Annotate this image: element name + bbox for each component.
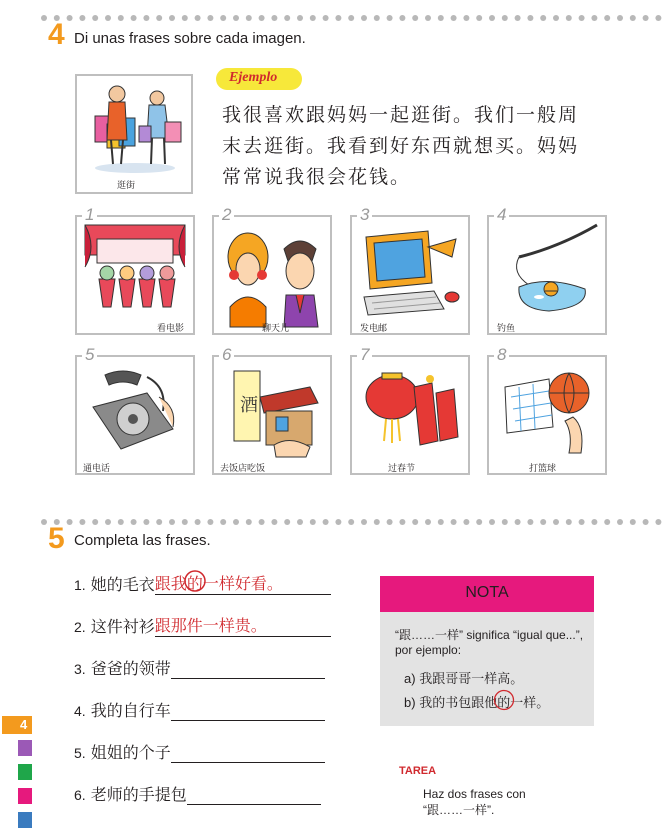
frame-3-caption: 发电邮: [360, 324, 388, 334]
answer-1-part-a: 跟我: [154, 574, 187, 593]
rule-dot: [348, 15, 354, 21]
dotted-rule-top: [40, 14, 665, 22]
rule-dot: [591, 519, 597, 525]
rule-dot: [425, 519, 431, 525]
rule-dot: [425, 15, 431, 21]
frame-5: [75, 355, 195, 475]
rule-dot: [655, 519, 661, 525]
rule-dot: [553, 519, 559, 525]
rule-dot: [476, 519, 482, 525]
answer-line-1[interactable]: [155, 576, 331, 595]
frame-5-caption: 通电话: [83, 464, 111, 474]
rule-dot: [169, 15, 175, 21]
rule-dot: [131, 519, 137, 525]
nota-header: [380, 576, 594, 612]
telephone-illustration: [77, 357, 193, 473]
frame-8-number: 8: [494, 347, 509, 363]
sentence-1: 1. 她的毛衣 跟我的 一样好看。: [74, 572, 331, 595]
rule-dot: [335, 519, 341, 525]
frame-2-caption: 聊天儿: [262, 324, 290, 334]
rule-dot: [489, 519, 495, 525]
rule-dot: [105, 15, 111, 21]
chatting-illustration: [214, 217, 330, 333]
rule-dot: [451, 519, 457, 525]
frame-1-caption: 看电影: [157, 324, 185, 334]
page-number: 4: [20, 717, 28, 732]
frame-8: [487, 355, 607, 475]
color-tab-magenta: [18, 788, 32, 804]
tarea-body: Haz dos frases con “跟……一样”.: [423, 787, 526, 817]
rule-dot: [297, 519, 303, 525]
rule-dot: [566, 15, 572, 21]
example-image: [75, 74, 193, 194]
rule-dot: [41, 519, 47, 525]
rule-dot: [374, 15, 380, 21]
rule-dot: [399, 15, 405, 21]
rule-dot: [527, 15, 533, 21]
rule-dot: [233, 519, 239, 525]
rule-dot: [463, 519, 469, 525]
fishing-illustration: [489, 217, 605, 333]
rule-dot: [105, 519, 111, 525]
answer-line-6[interactable]: [187, 786, 321, 805]
rule-dot: [348, 519, 354, 525]
answer-line-2[interactable]: [155, 618, 331, 637]
sentence-3: 3. 爸爸的领带: [74, 656, 325, 679]
rule-dot: [579, 519, 585, 525]
rule-dot: [553, 15, 559, 21]
tarea-label: TAREA: [399, 765, 437, 777]
rule-dot: [92, 15, 98, 21]
rule-dot: [387, 519, 393, 525]
rule-dot: [489, 15, 495, 21]
rule-dot: [643, 519, 649, 525]
rule-dot: [387, 15, 393, 21]
frame-8-caption: 打篮球: [529, 464, 557, 474]
rule-dot: [67, 519, 73, 525]
rule-dot: [361, 519, 367, 525]
nota-box: [380, 576, 594, 726]
sentence-5: 5. 姐姐的个子: [74, 740, 325, 763]
rule-dot: [79, 519, 85, 525]
frame-4-number: 4: [494, 207, 509, 223]
answer-line-5[interactable]: [171, 744, 325, 763]
rule-dot: [207, 519, 213, 525]
frame-7-number: 7: [357, 347, 372, 363]
frame-1: [75, 215, 195, 335]
rule-dot: [604, 519, 610, 525]
sentence-6: 6. 老师的手提包: [74, 782, 321, 805]
rule-dot: [412, 519, 418, 525]
rule-dot: [502, 519, 508, 525]
rule-dot: [67, 15, 73, 21]
basketball-illustration: [489, 357, 605, 473]
rule-dot: [617, 519, 623, 525]
rule-dot: [41, 15, 47, 21]
dotted-rule-middle: [40, 518, 665, 526]
rule-dot: [195, 15, 201, 21]
rule-dot: [79, 15, 85, 21]
color-tab-blue: [18, 812, 32, 828]
rule-dot: [246, 15, 252, 21]
section-4-number: 4: [48, 18, 65, 51]
frame-6-number: 6: [219, 347, 234, 363]
rule-dot: [118, 15, 124, 21]
rule-dot: [220, 15, 226, 21]
nota-explanation: “跟……一样” significa “igual que...”, por ejemplo:: [395, 628, 584, 657]
page-number-tab: [2, 716, 32, 734]
rule-dot: [182, 15, 188, 21]
example-paragraph: 我很喜欢跟妈妈一起逛街。我们一般周末去逛街。我看到好东西就想买。妈妈常常说我很会花钱。: [222, 104, 580, 188]
rule-dot: [259, 519, 265, 525]
rule-dot: [630, 15, 636, 21]
rule-dot: [271, 519, 277, 525]
frame-4-caption: 钓鱼: [497, 324, 516, 334]
rule-dot: [566, 519, 572, 525]
rule-dot: [182, 519, 188, 525]
answer-line-4[interactable]: [171, 702, 325, 721]
example-tag: [216, 68, 302, 90]
frame-7-caption: 过春节: [388, 464, 416, 474]
rule-dot: [540, 519, 546, 525]
rule-dot: [118, 519, 124, 525]
rule-dot: [271, 15, 277, 21]
answer-1-part-b: 一样好看。: [202, 574, 283, 593]
svg-text:酒: 酒: [240, 395, 258, 416]
restaurant-illustration: [214, 357, 330, 473]
rule-dot: [438, 519, 444, 525]
example-caption: 逛街: [117, 181, 136, 191]
rule-dot: [284, 15, 290, 21]
rule-dot: [156, 519, 162, 525]
rule-dot: [259, 15, 265, 21]
rule-dot: [643, 15, 649, 21]
frame-6-caption: 去饭店吃饭: [220, 464, 266, 474]
example-tag-label: Ejemplo: [229, 70, 278, 85]
nota-example-a: a) 我跟哥哥一样高。: [404, 671, 524, 687]
rule-dot: [297, 15, 303, 21]
answer-2: 跟那件一样贵。: [154, 616, 267, 635]
rule-dot: [604, 15, 610, 21]
rule-dot: [630, 519, 636, 525]
rule-dot: [361, 15, 367, 21]
rule-dot: [463, 15, 469, 21]
rule-dot: [195, 519, 201, 525]
frame-3: [350, 215, 470, 335]
rule-dot: [92, 519, 98, 525]
rule-dot: [399, 519, 405, 525]
frame-2-number: 2: [219, 207, 234, 223]
computer-illustration: [352, 217, 468, 333]
circle-mark: [183, 569, 207, 593]
nota-title: NOTA: [465, 584, 509, 601]
sentence-2: 2. 这件衬衫 跟那件一样贵。: [74, 614, 331, 637]
sentence-4: 4. 我的自行车: [74, 698, 325, 721]
rule-dot: [374, 519, 380, 525]
rule-dot: [156, 15, 162, 21]
rule-dot: [617, 15, 623, 21]
rule-dot: [515, 519, 521, 525]
circle-mark: [493, 689, 515, 711]
frame-5-number: 5: [82, 347, 97, 363]
rule-dot: [451, 15, 457, 21]
rule-dot: [502, 15, 508, 21]
frame-1-number: 1: [82, 207, 97, 223]
color-tab-green: [18, 764, 32, 780]
rule-dot: [169, 519, 175, 525]
frame-6: [212, 355, 332, 475]
rule-dot: [540, 15, 546, 21]
rule-dot: [310, 519, 316, 525]
answer-line-3[interactable]: [171, 660, 325, 679]
cinema-illustration: [77, 217, 193, 333]
section-5-instruction: Completa las frases.: [74, 532, 211, 549]
frame-3-number: 3: [357, 207, 372, 223]
spring-festival-illustration: [352, 357, 468, 473]
rule-dot: [438, 15, 444, 21]
rule-dot: [233, 15, 239, 21]
rule-dot: [591, 15, 597, 21]
shopping-illustration: [77, 76, 193, 194]
nota-example-b: b) 我的书包跟他的 一样。: [404, 692, 549, 711]
rule-dot: [476, 15, 482, 21]
rule-dot: [143, 519, 149, 525]
rule-dot: [220, 519, 226, 525]
rule-dot: [655, 15, 661, 21]
rule-dot: [323, 15, 329, 21]
rule-dot: [143, 15, 149, 21]
rule-dot: [131, 15, 137, 21]
answer-1-circled: 的: [186, 574, 203, 593]
color-tab-purple: [18, 740, 32, 756]
rule-dot: [323, 519, 329, 525]
frame-4: [487, 215, 607, 335]
rule-dot: [412, 15, 418, 21]
section-5-number: 5: [48, 522, 65, 555]
rule-dot: [579, 15, 585, 21]
section-4-instruction: Di unas frases sobre cada imagen.: [74, 30, 306, 47]
rule-dot: [515, 15, 521, 21]
rule-dot: [335, 15, 341, 21]
rule-dot: [246, 519, 252, 525]
rule-dot: [310, 15, 316, 21]
frame-7: [350, 355, 470, 475]
rule-dot: [284, 519, 290, 525]
rule-dot: [527, 519, 533, 525]
frame-2: [212, 215, 332, 335]
rule-dot: [207, 15, 213, 21]
